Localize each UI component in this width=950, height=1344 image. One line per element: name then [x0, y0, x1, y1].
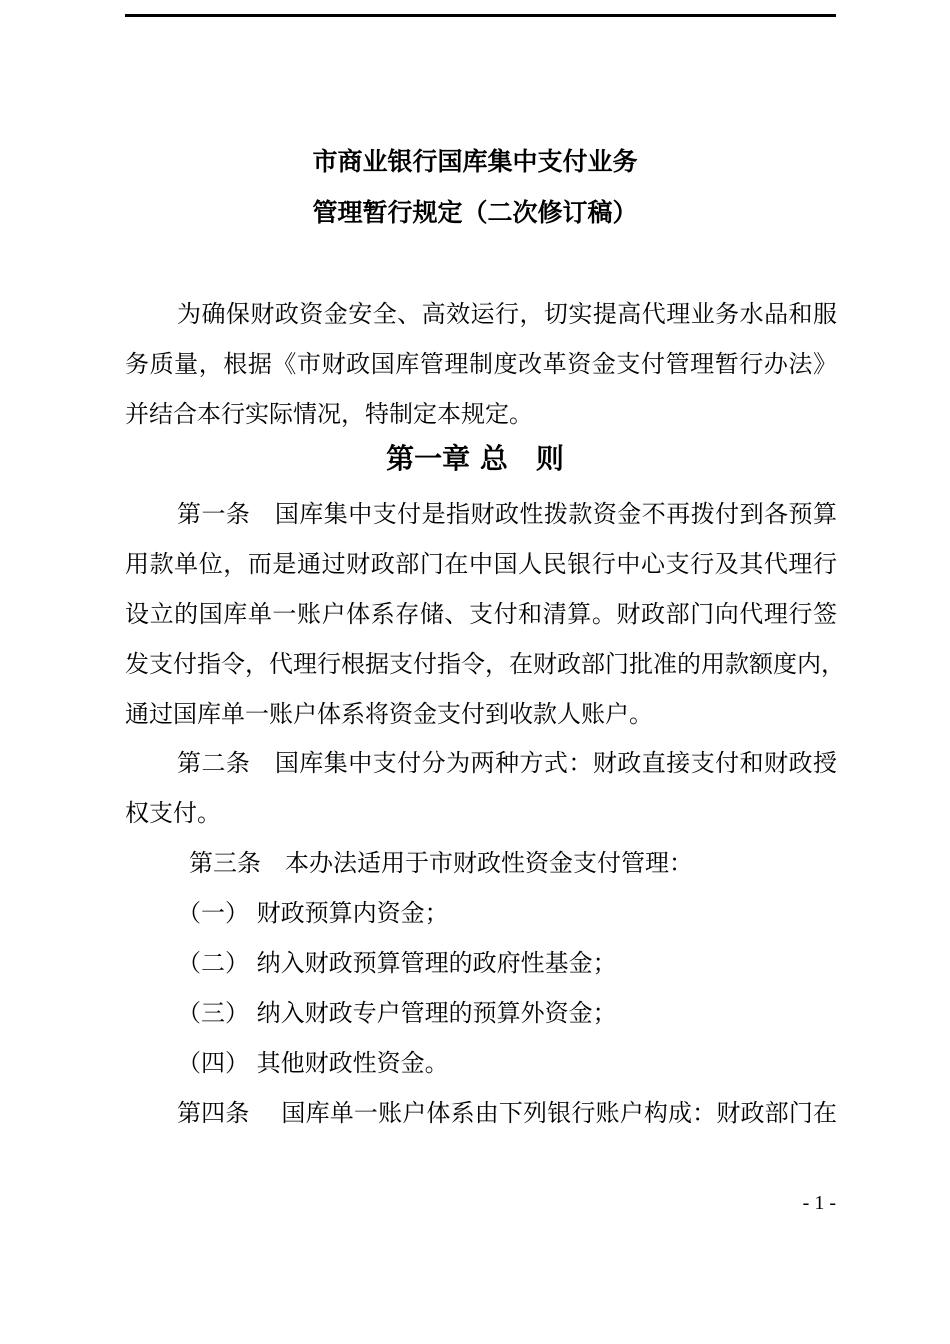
page-number: - 1 - [802, 1192, 836, 1214]
article-3-item-2: （二） 纳入财政预算管理的政府性基金； [177, 949, 617, 977]
article-3-item-1: （一） 财政预算内资金； [177, 899, 449, 927]
intro-line-2: 务质量，根据《市财政国库管理制度改革资金支付管理暂行办法》 [125, 350, 837, 378]
intro-line-1: 为确保财政资金安全、高效运行，切实提高代理业务水品和服 [177, 300, 837, 328]
article-1-line-5: 通过国库单一账户体系将资金支付到收款人账户。 [125, 700, 653, 728]
article-3-item-4: （四） 其他财政性资金。 [177, 1049, 449, 1077]
article-3-item-3: （三） 纳入财政专户管理的预算外资金； [177, 999, 617, 1027]
article-3-line: 第三条 本办法适用于市财政性资金支付管理： [189, 849, 693, 877]
article-1-line-4: 发支付指令，代理行根据支付指令，在财政部门批准的用款额度内， [125, 650, 845, 678]
chapter-heading: 第一章 总 则 [386, 442, 564, 475]
article-1-line-2: 用款单位，而是通过财政部门在中国人民银行中心支行及其代理行 [125, 550, 837, 578]
header-rule [125, 14, 836, 17]
article-4-line: 第四条 国库单一账户体系由下列银行账户构成：财政部门在 [177, 1099, 837, 1127]
article-2-line-1: 第二条 国库集中支付分为两种方式：财政直接支付和财政授 [177, 749, 837, 777]
article-2-line-2: 权支付。 [125, 799, 221, 827]
document-title-line-2: 管理暂行规定（二次修订稿） [312, 198, 638, 227]
article-1-line-1: 第一条 国库集中支付是指财政性拨款资金不再拨付到各预算 [177, 500, 837, 528]
article-1-line-3: 设立的国库单一账户体系存储、支付和清算。财政部门向代理行签 [125, 600, 837, 628]
intro-line-3: 并结合本行实际情况，特制定本规定。 [125, 400, 533, 428]
document-title-line-1: 市商业银行国库集中支付业务 [312, 147, 638, 176]
